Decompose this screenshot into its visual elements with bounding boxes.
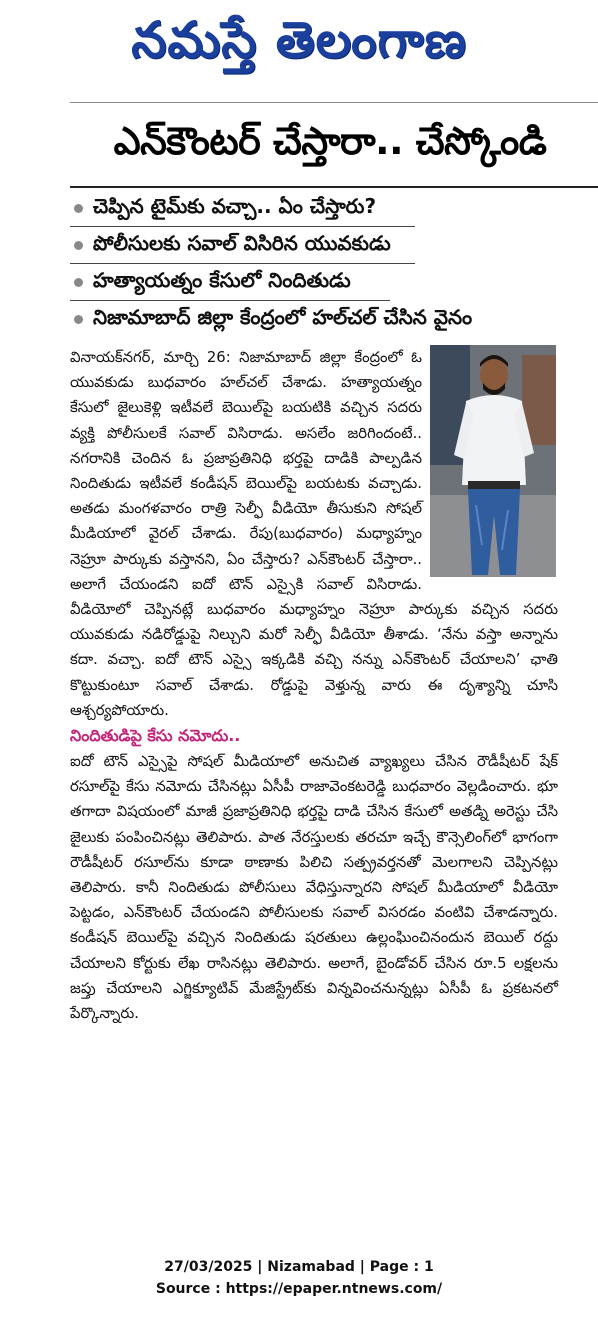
- article-paragraph: వినాయక్‌నగర్, మార్చి 26: నిజామాబాద్ జిల్లా కేంద్రంలో ఓ యువకుడు బుధవారం హల్‌చల్ చేశాడు. హత్యాయత్నం కేసులో జైలుకెళ్లి ఇటీవలే బెయిల్‌పై బయటికి వచ్చిన సదరు వ్యక్తి పోలీసులకే సవాల్ విసిరాడు. అసలేం జరిగిందంటే.. నగరానికి చెందిన ఓ ప్రజాప్రతినిధి భర్తపై దాడికి పాల్పడిన నిందితుడు ఇటీవలే కండీషన్ బెయిల్‌పై బయటకు వచ్చాడు. అతడు మంగళవారం రాత్రి సెల్ఫీ వీడియో తీసుకుని సోషల్ మీడియాలో వైరల్ చేశాడు. రేపు(బుధవారం) మధ్యాహ్నం నెహ్రూ పార్కుకు వస్తానని, ఏం చేస్తారు? ఎన్‌కౌంటర్ చేస్తారా.. అలాగే చేయండని ఐదో టౌన్ ఎస్సైకి సవాల్ విసిరాడు. వీడియోలో చెప్పినట్లే బుధవారం మధ్యాహ్నం నెహ్రూ పార్కుకు వచ్చిన సదరు యువకుడు నడిరోడ్డుపై నిల్చుని మరో సెల్ఫీ వీడియో తీశాడు. ‘నేను వస్తా అన్నాను కదా. వచ్చా. ఐదో టౌన్ ఎస్సై ఇక్కడికి వచ్చి నన్ను ఎన్‌కౌంటర్ చేయాలని’ ఛాతి కొట్టుకుంటూ సవాల్ చేశాడు. రోడ్డుపై వెళ్తున్న వారు ఈ దృశ్యాన్ని చూసి ఆశ్చర్యపోయారు.: [70, 349, 558, 719]
- edition-info: 27/03/2025 | Nizamabad | Page : 1: [164, 1259, 434, 1275]
- bullet-text: నిజామాబాద్ జిల్లా కేంద్రంలో హల్‌చల్ చేసిన వైనం: [93, 304, 473, 329]
- bullet-list: [70, 190, 598, 337]
- bullet-item: [70, 264, 390, 301]
- bullet-dot-icon: [74, 315, 83, 324]
- bullet-dot-icon: [74, 204, 83, 213]
- headline-divider: [70, 186, 598, 188]
- accused-photo: [430, 345, 556, 577]
- source-link[interactable]: Source : https://epaper.ntnews.com/: [155, 1281, 443, 1297]
- article-paragraph: ఐదో టౌన్ ఎస్సైపై సోషల్ మీడియాలో అనుచిత వ్యాఖ్యలు చేసిన రౌడీషీటర్ షేక్ రసూల్‌పై కేసు నమోదు చేసినట్లు ఏసీపీ రాజావెంకటరెడ్డి బుధవారం వెల్లడించారు. భూ తగాదా విషయంలో మాజీ ప్రజాప్రతినిధి భర్తపై దాడి చేసిన కేసులో అతడ్ని అరెస్టు చేసి జైలుకు పంపించినట్లు తెలిపారు. పాత నేరస్తులకు తరచూ ఇచ్చే కౌన్సెలింగ్‌లో భాగంగా రౌడీషీటర్ రసూల్‌ను కూడా ఠాణాకు పిలిచి సత్ప్రవర్తనతో మెలగాలని చెప్పినట్లు తెలిపారు. కానీ నిందితుడు పోలీసులు వేధిస్తున్నారని సోషల్ మీడియాలో వీడియో పెట్టడం, ఎన్‌కౌంటర్ చేయండని పోలీసులకు సవాల్ విసరడం వంటివి చేశాడన్నారు. కండీషన్ బెయిల్‌పై వచ్చిన నిందితుడు షరతులు ఉల్లంఘించినందున బెయిల్ రద్దు చేయాలని కోర్టుకు లేఖ రాసినట్లు తెలిపారు. అలాగే, బైండోవర్ చేసిన రూ.5 లక్షలను జప్తు చేయాలని ఎగ్జిక్యూటివ్ మేజిస్ట్రేట్‌కు విన్నవించనున్నట్లు ఏసీపీ ఓ ప్రకటనలో పేర్కొన్నారు.: [70, 753, 558, 1023]
- article-subheading: నిందితుడిపై కేసు నమోదు..: [70, 726, 241, 746]
- bullet-dot-icon: [74, 278, 83, 287]
- newspaper-masthead: [0, 0, 598, 92]
- masthead-title: నమస్తే తెలంగాణ: [131, 10, 467, 69]
- bullet-item: [70, 190, 415, 227]
- bullet-item: [70, 227, 415, 264]
- bullet-text: పోలీసులకు సవాల్ విసిరిన యువకుడు: [93, 230, 391, 255]
- headline: ఎన్‌కౌంటర్ చేస్తారా.. చేస్కోండి: [113, 119, 547, 163]
- page-footer: [0, 1256, 598, 1300]
- bullet-text: హత్యాయత్నం కేసులో నిందితుడు: [93, 267, 351, 292]
- bullet-item: [70, 301, 560, 337]
- person-photo-illustration: [430, 345, 556, 577]
- bullet-dot-icon: [74, 241, 83, 250]
- top-divider: [70, 102, 598, 103]
- bullet-text: చెప్పిన టైమ్‌కు వచ్చా.. ఏం చేస్తారు?: [93, 193, 377, 218]
